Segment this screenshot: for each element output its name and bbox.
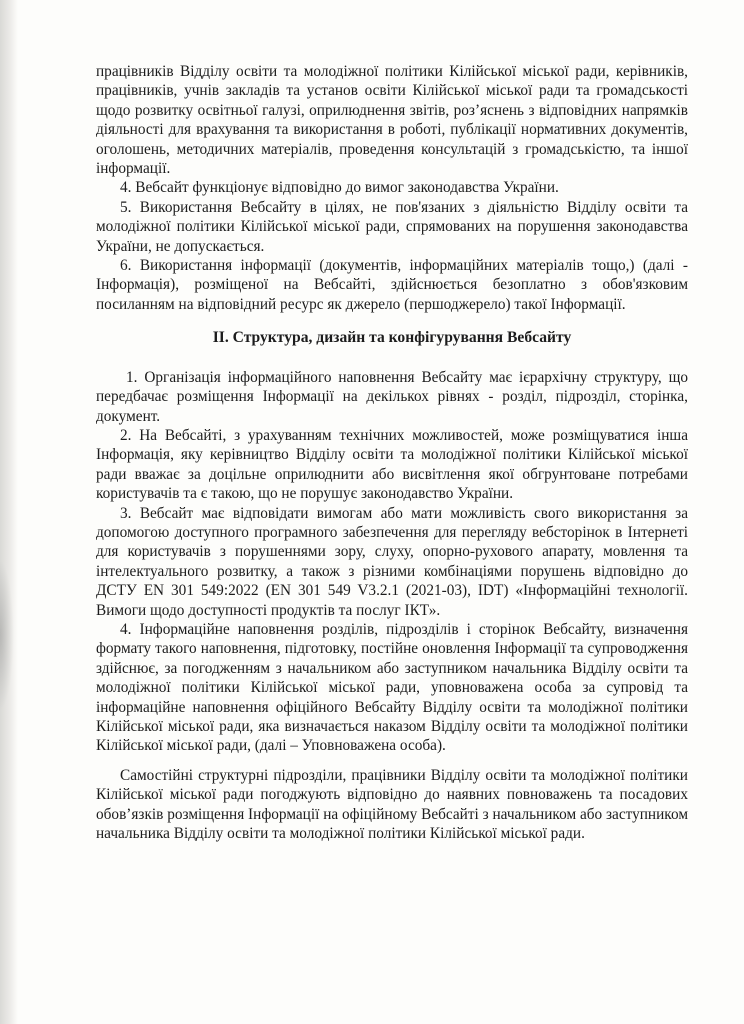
- scan-shadow-edge: [0, 0, 18, 1024]
- section-paragraph-3: 3. Вебсайт має відповідати вимогам або мати можливість свого використання за допомогою доступного програмного забезпечення для перегляду вебсторінок в Інтернеті для користувачів з порушеннями зору, слуху, опорно-рухового апарату, мовлення та інтелектуального розвитку, а також з різними комбінаціями порушень відповідно до ДСТУ EN 301 549:2022 (EN 301 549 V3.2.1 (2021-03), IDT) «Інформаційні технології. Вимоги щодо доступності продуктів та послуг ІКТ».: [96, 504, 688, 619]
- section-heading: ІІ. Структура, дизайн та конфігурування Вебсайту: [212, 329, 572, 347]
- section-paragraph-2: 2. На Вебсайті, з урахуванням технічних можливостей, може розміщуватися інша Інформація, яку керівництво Відділу освіти та молодіжної політики Кілійської міської ради вважає за доцільне оприлюднити або висвітлення якої обгрунтоване потребами користувачів та є такою, що не порушує законодавство України.: [96, 426, 688, 503]
- paragraph-item-6: 6. Використання інформації (документів, інформаційних матеріалів тощо,) (далі - Інформація), розміщеної на Вебсайті, здійснюється безоплатно з обов'язковим посиланням на відповідний ресурс як джерело (першоджерело) такої Інформації.: [96, 257, 688, 313]
- paragraph-continuation: працівників Відділу освіти та молодіжної політики Кілійської міської ради, керівників, працівників, учнів закладів та установ освіти Кілійської міської ради та громадськості щодо розвитку освітньої галузі, оприлюднення звітів, роз’яснень з відповідних напрямків діяльності для врахування та використання в роботі, публікації нормативних документів, оголошень, методичних матеріалів, проведення консультацій з громадськістю, та іншої інформації.: [96, 63, 688, 178]
- paragraph-item-4: 4. Вебсайт функціонує відповідно до вимог законодавства України.: [120, 179, 559, 197]
- document-page: [96, 62, 688, 843]
- section-paragraph-1: 1. Організація інформаційного наповнення Вебсайту має ієрархічну структуру, що передбачає розміщення Інформації на декількох рівнях - розділ, підрозділ, сторінка, документ.: [96, 368, 688, 425]
- paragraph-item-5: 5. Використання Вебсайту в цілях, не пов'язаних з діяльністю Відділу освіти та молодіжної політики Кілійської міської ради, спрямованих на порушення законодавства України, не допускається.: [96, 198, 688, 255]
- scan-smudge: [0, 560, 14, 710]
- section-paragraph-4: 4. Інформаційне наповнення розділів, підрозділів і сторінок Вебсайту, визначення формату такого наповнення, підготовку, постійне оновлення Інформації та супроводження здійснює, за погодженням з начальником або заступником начальника Відділу освіти та молодіжної політики Кілійської міської ради, уповноважена особа за супровід та інформаційне наповнення офіційного Вебсайту Відділу освіти та молодіжної політики Кілійської міської ради, яка визначається наказом Відділу освіти та молодіжної політики Кілійської міської ради, (далі – Уповноважена особа).: [96, 620, 688, 755]
- section-paragraph-5: Самостійні структурні підрозділи, працівники Відділу освіти та молодіжної політики Кілійської міської ради погоджують відповідно до наявних повноважень та посадових обов’язків розміщення Інформації на офіційному Вебсайті з начальником або заступником начальника Відділу освіти та молодіжної політики Кілійської міської ради.: [96, 766, 688, 843]
